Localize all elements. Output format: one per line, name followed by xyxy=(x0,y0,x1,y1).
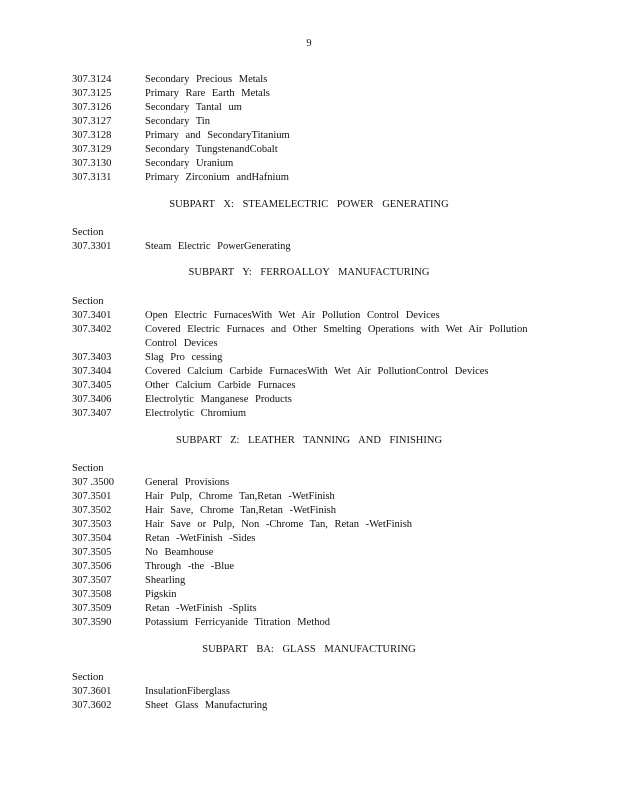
section-entry xyxy=(72,309,552,323)
section-number: 307 .3500 xyxy=(72,477,114,488)
section-number: 307.3502 xyxy=(72,505,112,516)
section-title: Open Electric FurnacesWith Wet Air Pollution Control Devices xyxy=(145,310,440,321)
section-label: Section xyxy=(72,296,104,307)
section-entry xyxy=(72,379,552,393)
section-number: 307.3128 xyxy=(72,130,112,141)
section-entry xyxy=(72,73,552,87)
section-number: 307.3401 xyxy=(72,310,112,321)
section-entry xyxy=(72,476,552,490)
section-entry xyxy=(72,351,552,365)
section-number: 307.3505 xyxy=(72,547,112,558)
section-number: 307.3127 xyxy=(72,116,112,127)
section-entry xyxy=(72,157,552,171)
section-number: 307.3402 xyxy=(72,324,112,335)
section-entry xyxy=(72,115,552,129)
section-number: 307.3125 xyxy=(72,88,112,99)
section-number: 307.3506 xyxy=(72,561,112,572)
section-title: Retan -WetFinish -Splits xyxy=(145,603,257,614)
section-entry xyxy=(72,588,552,602)
section-entry xyxy=(72,602,552,616)
section-entry xyxy=(72,365,552,379)
section-title: Hair Pulp, Chrome Tan,Retan -WetFinish xyxy=(145,491,335,502)
section-entry xyxy=(72,504,552,518)
section-title: Primary Rare Earth Metals xyxy=(145,88,270,99)
entry-list xyxy=(72,462,552,630)
section-number: 307.3507 xyxy=(72,575,112,586)
section-title: Covered Electric Furnaces and Other Smelting Operations with Wet Air Pollution Control Devices xyxy=(145,324,528,349)
section-entry xyxy=(72,685,552,699)
section-entry xyxy=(72,560,552,574)
section-entry xyxy=(72,518,552,532)
section-entry xyxy=(72,87,552,101)
section-title: Secondary Uranium xyxy=(145,158,234,169)
section-number: 307.3509 xyxy=(72,603,112,614)
section-number: 307.3301 xyxy=(72,241,112,252)
section-title: Hair Save or Pulp, Non -Chrome Tan, Retan -WetFinish xyxy=(145,519,413,530)
section-title: Primary Zirconium andHafnium xyxy=(145,172,289,183)
section-title: Electrolytic Chromium xyxy=(145,408,247,419)
section-title: Other Calcium Carbide Furnaces xyxy=(145,380,296,391)
section-number: 307.3124 xyxy=(72,74,112,85)
entry-list xyxy=(72,226,552,254)
section-entry xyxy=(72,546,552,560)
section-title: Shearling xyxy=(145,575,186,586)
section-title: Covered Calcium Carbide FurnacesWith Wet Air PollutionControl Devices xyxy=(145,366,489,377)
page-number: 9 xyxy=(306,38,312,49)
section-entry xyxy=(72,699,552,713)
section-number: 307.3404 xyxy=(72,366,112,377)
section-entry xyxy=(72,323,552,351)
section-title: General Provisions xyxy=(145,477,230,488)
section-number: 307.3403 xyxy=(72,352,112,363)
section-title: Sheet Glass Manufacturing xyxy=(145,700,268,711)
section-title: Secondary Tantal um xyxy=(145,102,242,113)
section-title: InsulationFiberglass xyxy=(145,686,230,697)
section-entry xyxy=(72,407,552,421)
entry-list xyxy=(72,295,552,421)
entry-list xyxy=(72,671,552,713)
section-title: Steam Electric PowerGenerating xyxy=(145,241,291,252)
section-entry xyxy=(72,129,552,143)
section-title: Hair Save, Chrome Tan,Retan -WetFinish xyxy=(145,505,336,516)
section-entry xyxy=(72,616,552,630)
section-entry xyxy=(72,171,552,185)
section-title: Potassium Ferricyanide Titration Method xyxy=(145,617,330,628)
subpart-title: SUBPART Z: LEATHER TANNING AND FINISHING xyxy=(175,435,443,446)
section-label: Section xyxy=(72,463,104,474)
section-number: 307.3407 xyxy=(72,408,112,419)
section-number: 307.3503 xyxy=(72,519,112,530)
section-number: 307.3504 xyxy=(72,533,112,544)
section-title: Secondary Precious Metals xyxy=(145,74,268,85)
section-number: 307.3130 xyxy=(72,158,112,169)
section-entry xyxy=(72,393,552,407)
section-title: Pigskin xyxy=(145,589,177,600)
section-entry xyxy=(72,101,552,115)
section-number: 307.3406 xyxy=(72,394,112,405)
section-title: Slag Pro cessing xyxy=(145,352,223,363)
section-number: 307.3590 xyxy=(72,617,112,628)
section-title: Primary and SecondaryTitanium xyxy=(145,130,290,141)
section-entry xyxy=(72,240,552,254)
section-number: 307.3405 xyxy=(72,380,112,391)
section-number: 307.3126 xyxy=(72,102,112,113)
section-label: Section xyxy=(72,227,104,238)
section-number: 307.3508 xyxy=(72,589,112,600)
section-title: Retan -WetFinish -Sides xyxy=(145,533,256,544)
section-entry xyxy=(72,532,552,546)
section-number: 307.3602 xyxy=(72,700,112,711)
section-title: Secondary Tin xyxy=(145,116,210,127)
section-title: Secondary TungstenandCobalt xyxy=(145,144,278,155)
section-title: No Beamhouse xyxy=(145,547,214,558)
section-label: Section xyxy=(72,672,104,683)
entry-list xyxy=(72,73,552,185)
section-number: 307.3131 xyxy=(72,172,112,183)
section-title: Through -the -Blue xyxy=(145,561,235,572)
section-entry xyxy=(72,574,552,588)
section-number: 307.3129 xyxy=(72,144,112,155)
section-number: 307.3601 xyxy=(72,686,112,697)
subpart-title: SUBPART X: STEAMELECTRIC POWER GENERATING xyxy=(169,199,449,210)
section-number: 307.3501 xyxy=(72,491,112,502)
subpart-title: SUBPART Y: FERROALLOY MANUFACTURING xyxy=(188,267,430,278)
section-entry xyxy=(72,490,552,504)
subpart-title: SUBPART BA: GLASS MANUFACTURING xyxy=(202,644,416,655)
section-entry xyxy=(72,143,552,157)
section-title: Electrolytic Manganese Products xyxy=(145,394,292,405)
